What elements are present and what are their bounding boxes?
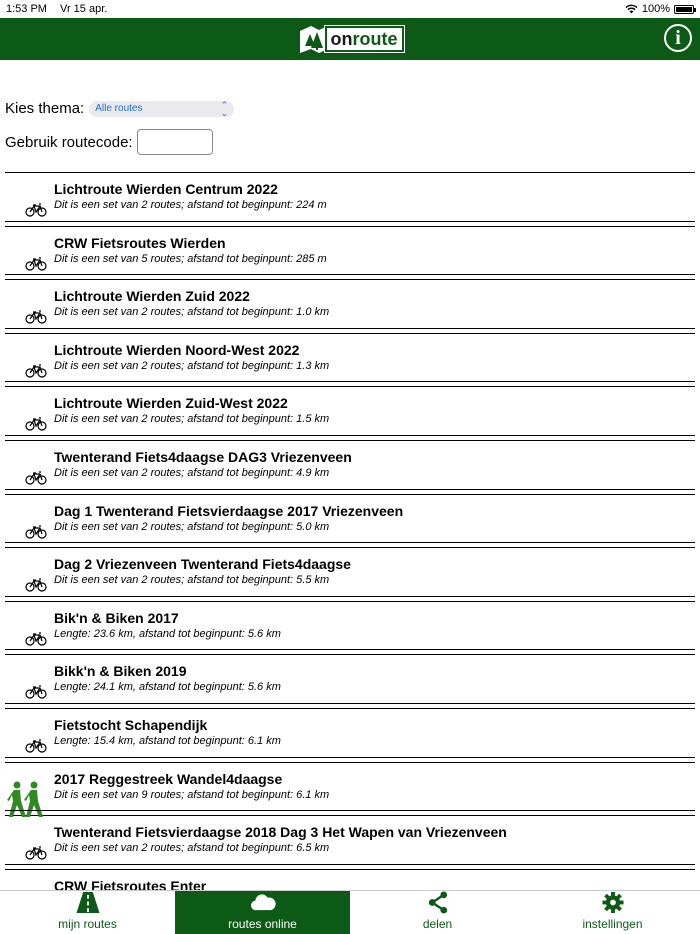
route-subtitle: Dit is een set van 2 routes; afstand tot beginpunt: 5.5 km (54, 574, 330, 587)
route-subtitle: Lengte: 24.1 km, afstand tot beginpunt: 5.6 km (54, 681, 281, 694)
routecode-input[interactable] (137, 129, 213, 155)
route-list-item[interactable] (5, 655, 695, 709)
route-title: 2017 Reggestreek Wandel4daagse (54, 770, 283, 787)
tab-mijn-routes[interactable] (0, 891, 175, 934)
tab-label: routes online (228, 917, 297, 931)
route-list-item[interactable] (5, 173, 695, 227)
route-list-item[interactable] (5, 441, 695, 495)
route-list-item[interactable] (5, 870, 695, 890)
bicycle-icon (25, 310, 47, 324)
route-subtitle: Dit is een set van 9 routes; afstand tot beginpunt: 6.1 km (54, 788, 330, 801)
route-list-item[interactable] (5, 280, 695, 334)
tab-routes-online[interactable] (175, 891, 350, 934)
status-bar (0, 0, 700, 18)
route-title: Dag 2 Vriezenveen Twenterand Fiets4daagse (54, 556, 351, 573)
route-title: Bikk'n & Biken 2019 (54, 663, 187, 680)
route-subtitle: Lengte: 15.4 km, afstand tot beginpunt: 6.1 km (54, 734, 281, 747)
route-subtitle: Dit is een set van 2 routes; afstand tot beginpunt: 1.5 km (54, 413, 330, 426)
route-title: Lichtroute Wierden Noord-West 2022 (54, 341, 300, 358)
route-subtitle: Dit is een set van 2 routes; afstand tot beginpunt: 1.0 km (54, 306, 330, 319)
bicycle-icon (25, 203, 47, 217)
route-list-item[interactable] (5, 602, 695, 656)
bicycle-icon (25, 685, 47, 699)
route-subtitle: Dit is een set van 5 routes; afstand tot beginpunt: 285 m (54, 252, 327, 265)
road-icon (75, 891, 101, 914)
route-title: Dag 1 Twenterand Fietsvierdaagse 2017 Vriezenveen (54, 502, 404, 519)
tab-label: instellingen (582, 917, 643, 931)
route-list-item[interactable] (5, 709, 695, 763)
battery-icon (674, 5, 694, 14)
tab-instellingen[interactable] (525, 891, 700, 934)
info-icon: i (675, 26, 681, 49)
bicycle-icon (25, 846, 47, 860)
bicycle-icon (25, 471, 47, 485)
walking-icon (7, 781, 45, 819)
theme-label: Kies thema: (5, 100, 85, 117)
status-time: 1:53 PM (6, 3, 47, 15)
route-title: Lichtroute Wierden Zuid-West 2022 (54, 395, 288, 412)
bicycle-icon (25, 417, 47, 431)
route-list-item[interactable] (5, 334, 695, 388)
cloud-icon (250, 891, 276, 914)
route-subtitle: Dit is een set van 2 routes; afstand tot beginpunt: 1.3 km (54, 359, 330, 372)
route-subtitle: Lengte: 23.6 km, afstand tot beginpunt: 5.6 km (54, 627, 281, 640)
route-title: Fietstocht Schapendijk (54, 716, 208, 733)
route-title: Twenterand Fiets4daagse DAG3 Vriezenveen (54, 448, 352, 465)
bicycle-icon (25, 257, 47, 271)
route-list-item[interactable] (5, 387, 695, 441)
route-list[interactable] (5, 172, 695, 890)
route-list-item[interactable] (5, 763, 695, 817)
battery-percent: 100% (641, 3, 670, 15)
bicycle-icon (25, 578, 47, 592)
route-subtitle: Dit is een set van 2 routes; afstand tot beginpunt: 4.9 km (54, 466, 330, 479)
tab-label: delen (422, 917, 453, 931)
share-icon (425, 891, 451, 914)
tab-label: mijn routes (58, 917, 117, 931)
route-list-item[interactable] (5, 816, 695, 870)
route-list-item[interactable] (5, 227, 695, 281)
logo-wordmark: onroute (325, 26, 404, 52)
tab-bar (0, 890, 700, 934)
route-title: CRW Fietsroutes Enter (54, 877, 207, 890)
route-title: Twenterand Fietsvierdaagse 2018 Dag 3 Het Wapen van Vriezenveen (54, 824, 507, 841)
route-subtitle: Dit is een set van 2 routes; afstand tot beginpunt: 6.5 km (54, 842, 330, 855)
theme-select-value: Alle routes (95, 103, 143, 114)
route-list-item[interactable] (5, 548, 695, 602)
onroute-logo (297, 22, 404, 56)
route-title: Lichtroute Wierden Centrum 2022 (54, 181, 278, 197)
route-list-item[interactable] (5, 495, 695, 549)
bicycle-icon (25, 739, 47, 753)
bicycle-icon (25, 364, 47, 378)
bicycle-icon (25, 632, 47, 646)
tab-delen[interactable] (350, 891, 525, 934)
route-subtitle: Dit is een set van 2 routes; afstand tot beginpunt: 224 m (54, 199, 327, 211)
route-title: Lichtroute Wierden Zuid 2022 (54, 288, 250, 305)
info-button[interactable] (664, 24, 692, 52)
route-title: CRW Fietsroutes Wierden (54, 234, 226, 251)
status-date: Vr 15 apr. (60, 3, 108, 15)
gear-icon (600, 891, 626, 914)
filter-section (5, 100, 695, 155)
theme-select[interactable] (89, 101, 234, 117)
route-title: Bik'n & Biken 2017 (54, 609, 179, 626)
chevron-updown-icon: ⌃ ⌄ (220, 99, 229, 118)
routecode-label: Gebruik routecode: (5, 133, 133, 151)
wifi-icon (625, 4, 638, 14)
route-subtitle: Dit is een set van 2 routes; afstand tot beginpunt: 5.0 km (54, 520, 330, 533)
bicycle-icon (25, 525, 47, 539)
header-bar (0, 18, 700, 60)
